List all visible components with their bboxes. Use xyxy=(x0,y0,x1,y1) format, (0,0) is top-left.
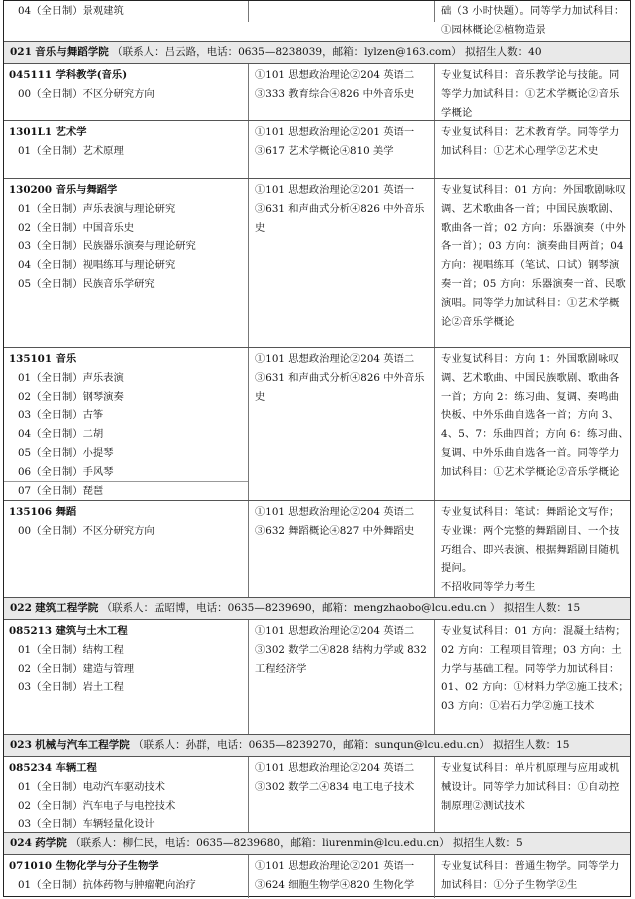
major-title: 045111 学科教学(音乐) xyxy=(9,69,128,81)
table-row xyxy=(4,63,630,120)
college-quota: 拟招生人数：15 xyxy=(493,739,570,751)
major-title: 130200 音乐与舞蹈学 xyxy=(9,184,118,196)
direction-item: 02（全日制）建造与管理 xyxy=(18,662,135,675)
row-divider xyxy=(4,481,248,482)
remark-text: 专业复试科目：普通生物学。同等学力加试科目：①分子生物学②生 xyxy=(441,860,620,891)
college-quota: 拟招生人数：5 xyxy=(453,837,523,849)
direction-item: 01（全日制）艺术原理 xyxy=(18,144,124,157)
table-row xyxy=(4,120,630,178)
college-name: 机械与汽车工程学院 xyxy=(35,739,130,751)
college-code: 021 xyxy=(10,46,32,58)
college-header xyxy=(4,597,630,619)
direction-item: 04（全日制）视唱练耳与理论研究 xyxy=(18,259,176,272)
major-title: 135106 舞蹈 xyxy=(9,506,77,518)
exam-subjects: ①101 思想政治理论②201 英语一③624 细胞生物学④820 生物化学 xyxy=(255,860,415,891)
direction-item: 00（全日制）不区分研究方向 xyxy=(18,524,155,537)
major-title: 085213 建筑与土木工程 xyxy=(9,625,128,637)
remark-text: 专业复试科目：艺术教育学。同等学力加试科目：①艺术心理学②艺术史 xyxy=(441,126,620,157)
college-header xyxy=(4,41,630,63)
direction-item: 03（全日制）民族器乐演奏与理论研究 xyxy=(18,240,196,253)
table-row xyxy=(4,500,630,597)
college-contact: （联系人：吕云路，电话：0635—8238039，邮箱：lylzen@163.com） xyxy=(112,46,462,58)
major-title: 135101 音乐 xyxy=(9,353,77,365)
major-title: 085234 车辆工程 xyxy=(9,762,97,774)
college-header xyxy=(4,832,630,854)
college-header xyxy=(4,734,630,756)
direction-item: 01（全日制）抗体药物与肿瘤靶向治疗 xyxy=(18,878,196,891)
direction-item: 01（全日制）声乐表演与理论研究 xyxy=(18,202,176,215)
table-row xyxy=(4,756,630,832)
exam-subjects: ①101 思想政治理论②204 英语二③631 和声曲式分析④826 中外音乐史 xyxy=(255,353,425,403)
direction-item: 01（全日制）结构工程 xyxy=(18,643,124,656)
exam-subjects: ①101 思想政治理论②204 英语二③632 舞蹈概论④827 中外舞蹈史 xyxy=(255,506,415,537)
direction-item: 02（全日制）钢琴演奏 xyxy=(18,390,124,403)
exam-subjects: ①101 思想政治理论②201 英语一③617 艺术学概论④810 美学 xyxy=(255,126,415,157)
college-contact: （联系人：孟昭博，电话：0635—8239690，邮箱：mengzhaobo@lcu.edu.cn ） xyxy=(101,602,501,614)
direction-item: 02（全日制）汽车电子与电控技术 xyxy=(18,799,176,812)
college-name: 音乐与舞蹈学院 xyxy=(35,46,109,58)
table-row xyxy=(4,178,630,347)
remark-text: 专业复试科目：单片机原理与应用或机械设计。同等学力加试科目：①自动控制原理②测试技术 xyxy=(441,762,620,812)
admissions-table xyxy=(3,0,631,897)
direction-item: 03（全日制）岩土工程 xyxy=(18,681,124,694)
exam-subjects: ①101 思想政治理论②201 英语一③631 和声曲式分析④826 中外音乐史 xyxy=(255,184,425,234)
exam-subjects: ①101 思想政治理论②204 英语二③302 数学二④828 结构力学或 832 工程经济学 xyxy=(255,625,431,675)
remark-text: 专业复试科目：音乐教学论与技能。同等学力加试科目：①艺术学概论②音乐学概论 xyxy=(441,69,620,119)
direction-item: 06（全日制）手风琴 xyxy=(18,465,114,478)
college-contact: （联系人：孙群，电话：0635—8239270，邮箱：sunqun@lcu.edu.cn） xyxy=(133,739,490,751)
direction-item: 04（全日制）景观建筑 xyxy=(18,5,124,17)
college-name: 药学院 xyxy=(35,837,67,849)
direction-item: 02（全日制）中国音乐史 xyxy=(18,221,135,234)
major-title: 1301L1 艺术学 xyxy=(9,126,87,138)
table-row xyxy=(4,854,630,898)
college-code: 022 xyxy=(10,602,32,614)
direction-item: 03（全日制）古筝 xyxy=(18,409,104,422)
college-name: 建筑工程学院 xyxy=(35,602,99,614)
exam-subjects: ①101 思想政治理论②204 英语二③333 教育综合④826 中外音乐史 xyxy=(255,69,415,100)
direction-item: 03（全日制）车辆轻量化设计 xyxy=(18,818,155,831)
college-quota: 拟招生人数：15 xyxy=(503,602,581,614)
college-contact: （联系人：柳仁民，电话：0635—8239680，邮箱：liurenmin@lcu.edu.cn） xyxy=(70,837,450,849)
college-code: 024 xyxy=(10,837,32,849)
table-row xyxy=(4,619,630,734)
exam-subjects: ①101 思想政治理论②204 英语二③302 数学二④834 电工电子技术 xyxy=(255,762,415,793)
remark-text: 础（3 小时快题）。同等学力加试科目：①园林概论②植物造景 xyxy=(441,5,625,36)
direction-item: 01（全日制）声乐表演 xyxy=(18,371,124,384)
remark-text: 专业复试科目：方向 1：外国歌剧咏叹调、艺术歌曲、中国民族歌剧、歌曲各一首；方向 2：练习曲、复调、奏鸣曲快板、中外乐曲自选各一首；方向 3、4、5、7：乐曲四首；方向 6：练习曲、复调、中外乐曲自选各一首。同等学力加试科目：①艺术学概论②音乐学概论 xyxy=(441,353,629,478)
remark-text: 专业复试科目：01 方向：外国歌剧咏叹调、艺术歌曲各一首；中国民族歌剧、歌曲各一首；02 方向：乐器演奏（中外各一首）；03 方向：演奏曲目两首；04 方向：视唱练耳（笔试、口试）钢琴演奏一首；05 方向：乐器演奏一首、民歌演唱。同等学力加试科目：①艺术学概论②音乐学概论 xyxy=(441,184,628,328)
table-row xyxy=(4,1,630,36)
remark-text: 专业复试科目：01 方向：混凝土结构；02 方向：工程项目管理；03 方向：土力学与基础工程。同等学力加试科目：01、02 方向：①材料力学②施工技术；03 方向：①岩石力学②施工技术 xyxy=(441,625,629,713)
direction-item: 05（全日制）小提琴 xyxy=(18,446,114,459)
direction-item: 07（全日制）琵琶 xyxy=(18,484,104,497)
college-quota: 拟招生人数：40 xyxy=(465,46,542,58)
direction-item: 00（全日制）不区分研究方向 xyxy=(18,87,155,100)
table-row xyxy=(4,347,630,500)
college-code: 023 xyxy=(10,739,32,751)
major-title: 071010 生物化学与分子生物学 xyxy=(9,860,159,872)
remark-text: 专业复试科目：笔试：舞蹈论文写作；专业课：两个完整的舞蹈剧目、一个技巧组合、即兴表演、根据舞蹈剧目随机提问。 不招收同等学力考生 xyxy=(441,506,620,594)
direction-item: 05（全日制）民族音乐学研究 xyxy=(18,277,155,290)
direction-item: 04（全日制）二胡 xyxy=(18,428,104,441)
direction-item: 01（全日制）电动汽车驱动技术 xyxy=(18,780,165,793)
